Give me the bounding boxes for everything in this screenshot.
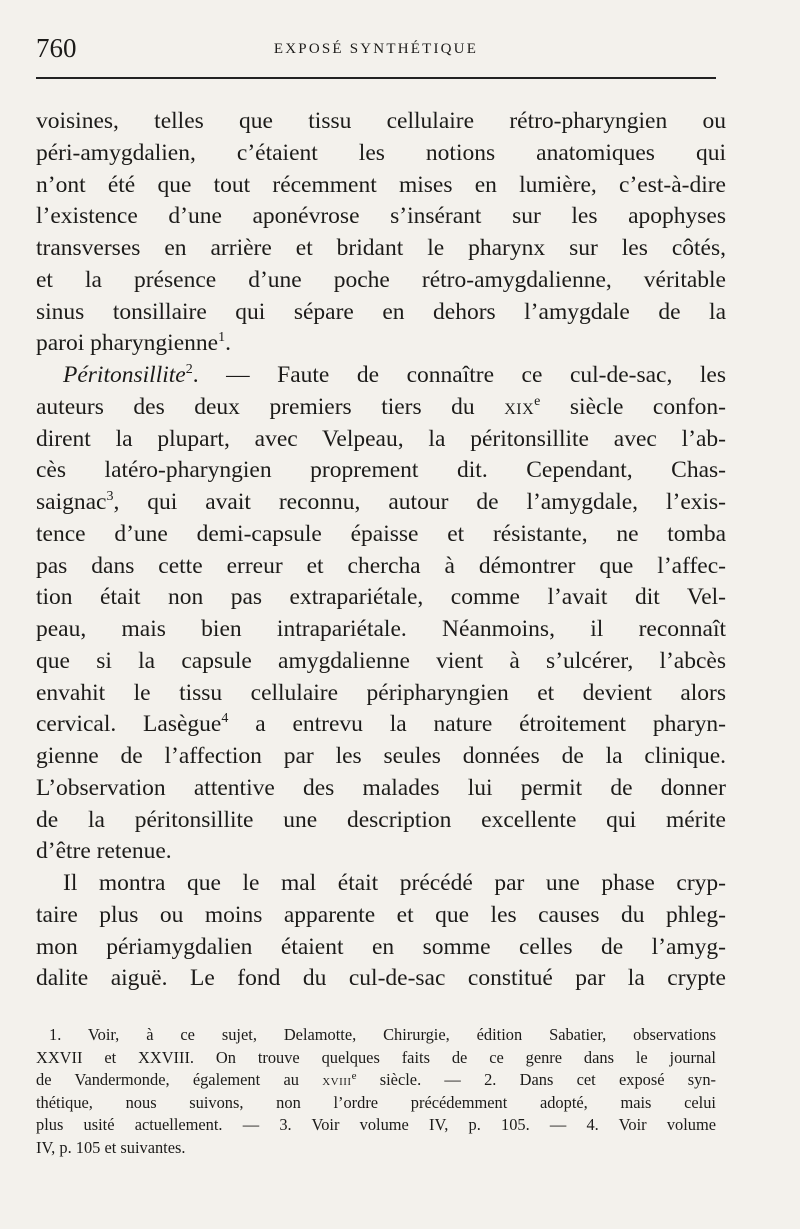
page-number: 760 [36,33,77,63]
text-line: et la présence d’une poche rétro-amygdalienne, véritable [36,266,726,293]
text-line: gienne de l’affection par les seules données de la clinique. [36,743,726,769]
text-line: de la péritonsillite une description excellente qui mérite [36,806,726,833]
text-line: envahit le tissu cellulaire péripharyngien et devient alors [36,679,726,706]
footnote-line: thétique, nous suivons, non l’ordre précédemment adopté, mais celui [36,1092,716,1112]
footnote-line: IV, p. 105 et suivantes. [36,1137,186,1157]
text-line: Il montra que le mal était précédé par une phase cryp- [63,870,726,896]
text-line: d’être retenue. [36,838,172,865]
line-text: saignac [36,489,107,515]
text-line [36,487,726,519]
line-text: , qui avait reconnu, autour de l’amygdale, l’exis- [113,489,726,515]
line-text: . — Faute de connaître ce cul-de-sac, les [192,362,726,388]
text-line: cès latéro-pharyngien proprement dit. Cependant, Chas- [36,457,726,484]
text-line: que si la capsule amygdalienne vient à s’ulcérer, l’abcès [36,647,726,674]
text-line: dirent la plupart, avec Velpeau, la péritonsillite avec l’ab- [36,425,726,452]
text-line [36,392,726,424]
superscript: e [534,393,541,409]
section-title: Péritonsillite [63,362,186,388]
text-line: pas dans cette erreur et chercha à démontrer que l’affec- [36,552,726,579]
text-line: n’ont été que tout récemment mises en lumière, c’est-à-dire [36,171,726,198]
text-line: l’existence d’une aponévrose s’insérant sur les apophyses [36,203,726,230]
text-line: peau, mais bien intrapariétale. Néanmoins, il reconnaît [36,616,726,642]
footnotes [36,1024,716,1159]
text-line: dalite aiguë. Le fond du cul-de-sac constitué par la crypte [36,965,726,992]
page-header [36,30,716,66]
text-line: péri-amygdalien, c’étaient les notions anatomiques qui [36,139,726,166]
main-text [36,106,726,995]
roman-numeral: xix [504,393,535,420]
line-text: auteurs des deux premiers tiers du [36,393,505,420]
text-line: tence d’une demi-capsule épaisse et résistante, ne tomba [36,520,726,547]
text-line: tion était non pas extrapariétale, comme l’avait dit Vel- [36,584,726,611]
text-line: sinus tonsillaire qui sépare en dehors l’amygdale de la [36,298,726,325]
header-rule [36,77,716,79]
line-text: siècle. — 2. Dans cet exposé syn- [356,1070,716,1089]
line-text: de Vandermonde, également au [36,1070,323,1089]
line-text: siècle confon- [540,393,727,420]
line-text: paroi pharyngienne [36,330,219,357]
footnote-line: 1. Voir, à ce sujet, Delamotte, Chirurgie, édition Sabatier, observations [49,1025,716,1044]
footnote-line: plus usité actuellement. — 3. Voir volume IV, p. 105. — 4. Voir volume [36,1115,716,1134]
footnote-ref: 3 [106,489,114,504]
footnote-line [36,1069,716,1092]
footnote-ref: 2 [185,362,193,377]
text-line: taire plus ou moins apparente et que les causes du phleg- [36,901,726,928]
text-line: transverses en arrière et bridant le pharynx sur les côtés, [36,235,726,261]
text-line: mon périamygdalien étaient en somme celles de l’amyg- [36,933,726,960]
section-heading-line [36,360,726,392]
text-line: L’observation attentive des malades lui permit de donner [36,774,726,801]
footnote-ref: 4 [221,711,229,727]
text-line: voisines, telles que tissu cellulaire rétro-pharyngien ou [36,108,726,134]
footnote-ref: 1 [218,330,226,346]
text-line [36,328,726,360]
line-text: cervical. Lasègue [36,711,222,738]
footnote-line: XXVII et XXVIII. On trouve quelques faits de ce genre dans le journal [36,1047,716,1067]
line-text: . [225,330,231,357]
text-line [36,709,726,741]
roman-numeral: xviii [322,1070,352,1089]
superscript: e [351,1070,357,1082]
line-text: a entrevu la nature étroitement pharyn- [228,711,726,738]
running-title: EXPOSÉ SYNTHÉTIQUE [273,41,479,57]
